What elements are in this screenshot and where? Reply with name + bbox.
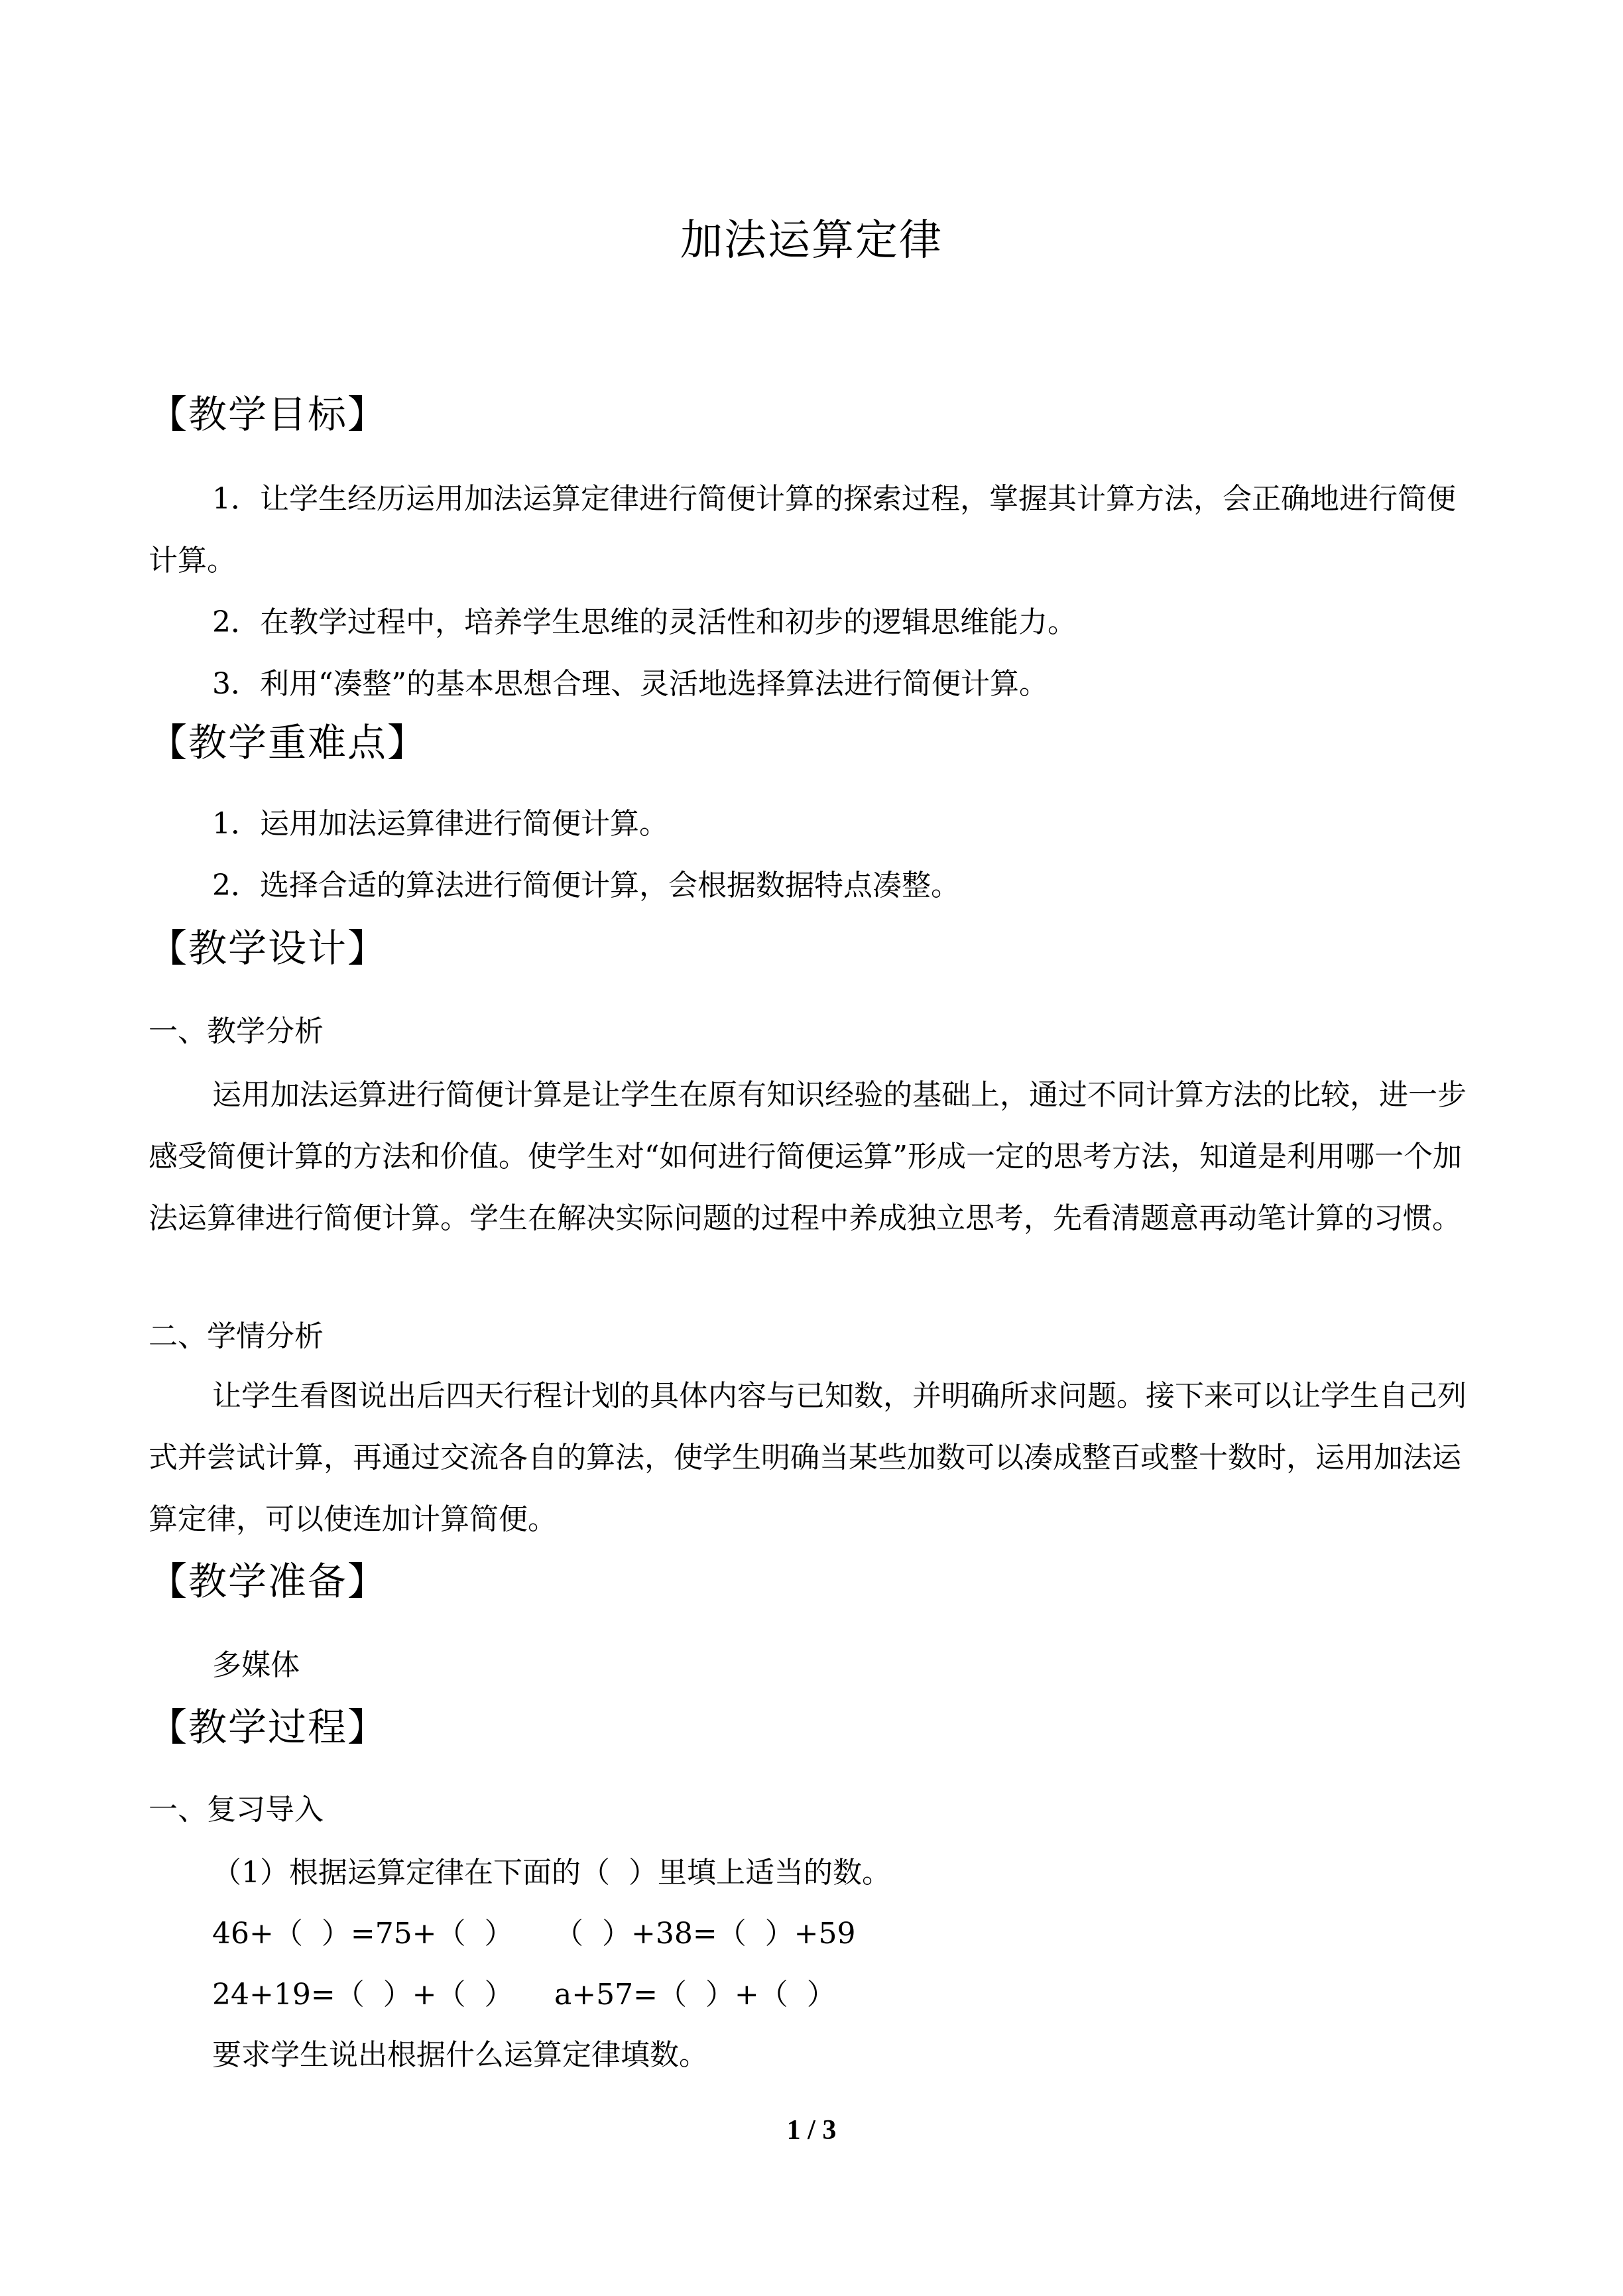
- objective-item-2: 2．在教学过程中，培养学生思维的灵活性和初步的逻辑思维能力。: [212, 605, 1077, 639]
- fill-blank-task: （1）根据运算定律在下面的（ ）里填上适当的数。: [212, 1856, 891, 1890]
- analysis-paragraph: 运用加法运算进行简便计算是让学生在原有知识经验的基础上，通过不同计算方法的比较，进一步感受简便计算的方法和价值。使学生对“如何进行简便运算”形成一定的思考方法，知道是利用哪一个加法运算律进行简便计算。学生在解决实际问题的过程中养成独立思考，先看清题意再动笔计算的习惯。: [149, 1078, 1467, 1235]
- heading-key-points: 【教学重难点】: [149, 720, 428, 765]
- students-paragraph: 让学生看图说出后四天行程计划的具体内容与已知数，并明确所求问题。接下来可以让学生自己列式并尝试计算，再通过交流各自的算法，使学生明确当某些加数可以凑成整百或整十数时，运用加法运算定律，可以使连加计算简便。: [149, 1379, 1467, 1536]
- document-title: 加法运算定律: [680, 216, 943, 265]
- key-point-item-2: 2．选择合适的算法进行简便计算，会根据数据特点凑整。: [212, 869, 960, 902]
- exercise-4: a+57=（ ）+（ ）: [554, 1978, 836, 2012]
- heading-preparation: 【教学准备】: [149, 1559, 388, 1604]
- exercise-1: 46+（ ）=75+（ ）: [212, 1917, 514, 1951]
- analysis-subtitle: 一、教学分析: [149, 1014, 324, 1048]
- students-subtitle: 二、学情分析: [149, 1319, 324, 1353]
- review-subtitle: 一、复习导入: [149, 1793, 324, 1827]
- page-number: 1 / 3: [786, 2115, 837, 2145]
- key-point-item-1: 1．运用加法运算律进行简便计算。: [212, 807, 668, 841]
- heading-objectives: 【教学目标】: [149, 392, 388, 437]
- instruction-text: 要求学生说出根据什么运算定律填数。: [212, 2038, 708, 2072]
- preparation-text: 多媒体: [212, 1648, 300, 1682]
- exercise-3: 24+19=（ ）+（ ）: [212, 1978, 514, 2012]
- heading-design: 【教学设计】: [149, 926, 388, 971]
- objective-item-1: 1．让学生经历运用加法运算定律进行简便计算的探索过程，掌握其计算方法，会正确地进行简便计算。: [149, 482, 1456, 577]
- heading-process: 【教学过程】: [149, 1705, 388, 1750]
- objective-item-3: 3．利用“凑整”的基本思想合理、灵活地选择算法进行简便计算。: [212, 667, 1048, 701]
- exercise-2: （ ）+38=（ ）+59: [554, 1917, 856, 1951]
